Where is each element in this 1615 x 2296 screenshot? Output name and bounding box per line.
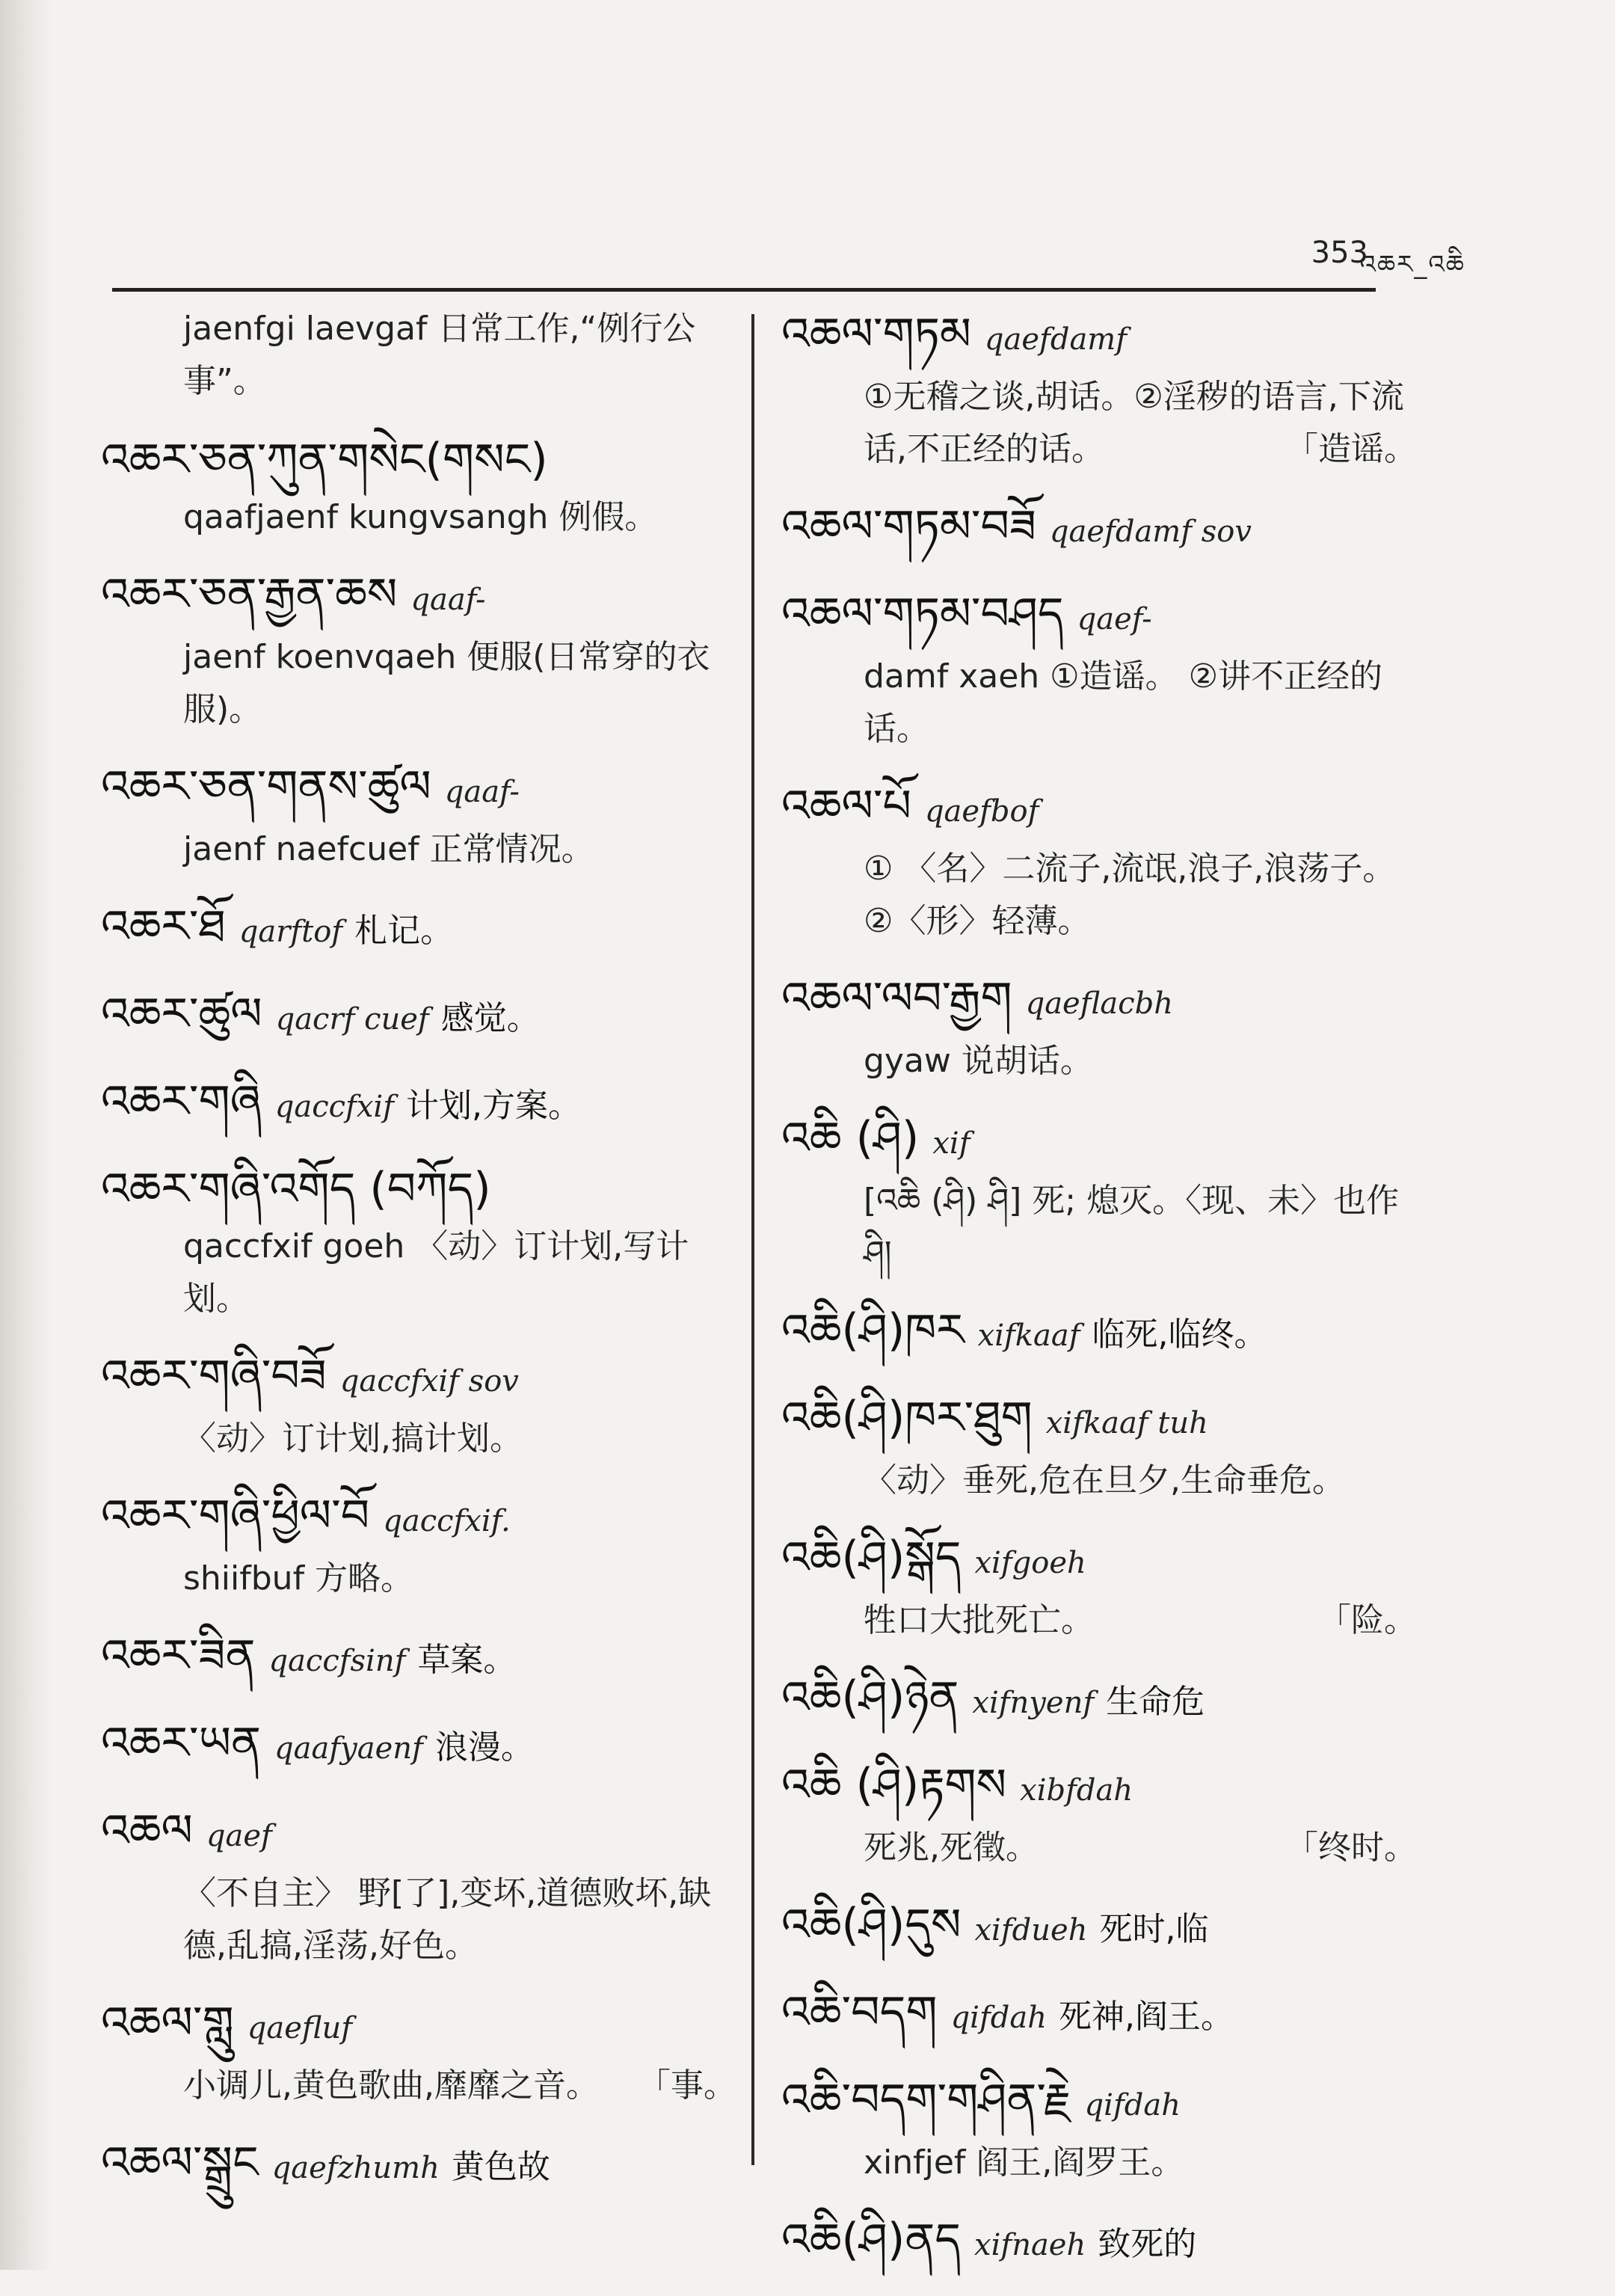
entry-headword: འཆལ་སྒྲུང qaefzhumh 黄色故: [101, 2137, 550, 2189]
dictionary-entry: [781, 775, 1417, 948]
dictionary-entry: [781, 1107, 1417, 1280]
entry-definition: 致死的: [1098, 2225, 1197, 2263]
entry-definition: 〈动〉订计划,搞计划。: [183, 1419, 523, 1458]
dictionary-entry: [101, 563, 736, 736]
entry-definition: 小调儿,黄色歌曲,靡靡之音。 「事。: [183, 2060, 736, 2112]
entry-definition: damf xaeh ①造谣。 ②讲不正经的话。: [864, 657, 1383, 748]
entry-headword: འཆལ་གླུ qaefluf: [101, 1997, 353, 2049]
entry-romanization: xifkaaf tuh: [1045, 1406, 1208, 1440]
left-column: [101, 303, 736, 2219]
entry-definition: 牲口大批死亡。 「险。: [864, 1594, 1417, 1647]
entry-definition: qaafjaenf kungvsangh 例假。: [183, 498, 658, 536]
entry-romanization: qaafyaenf: [274, 1731, 423, 1766]
entry-romanization: qaef: [206, 1819, 272, 1853]
entry-definition: 〈动〉垂死,危在旦夕,生命垂危。: [864, 1461, 1345, 1500]
entry-headword: འཆར་གཞི་འགོད (བཀོད): [101, 1163, 491, 1215]
entry-headword: འཆར་ཡན qaafyaenf 浪漫。: [101, 1717, 534, 1769]
entry-definition: 计划,方案。: [405, 1087, 581, 1125]
entry-headword: འཆལ་ལབ་རྒྱག qaeflacbh: [781, 972, 1174, 1025]
continuation-note: 「造谣。: [1285, 430, 1417, 468]
scan-edge: [0, 0, 52, 2270]
dictionary-entry: [781, 1981, 1417, 2049]
dictionary-entry: [101, 1485, 736, 1605]
header-rule: [112, 288, 1376, 292]
dictionary-entry: [781, 303, 1417, 476]
entry-romanization: qaeflacbh: [1025, 986, 1174, 1021]
entry-definition: gyaw 说胡话。: [864, 1042, 1093, 1080]
entry-headword: འཆར་ཅན་ཀུན་གསེང(གསང): [101, 434, 548, 486]
entry-headword: འཆར་གཞི་ཕྱིལ་བོ qaccfxif.: [101, 1490, 511, 1542]
dictionary-entry: [781, 1894, 1417, 1962]
entry-romanization: qaaf-: [444, 775, 520, 809]
entry-headword: འཆལ་གཏམ qaefdamf: [781, 308, 1128, 360]
dictionary-entry: [781, 1666, 1417, 1734]
entry-headword: འཆི (ཤི) xif: [781, 1112, 970, 1164]
page-header: [112, 224, 1376, 292]
entry-romanization: xifnaeh: [974, 2228, 1086, 2262]
entry-definition: 死时,临: [1099, 1910, 1209, 1948]
dictionary-entry: [101, 983, 736, 1051]
guide-words: འཆར_འཆི: [1359, 250, 1465, 280]
entry-romanization: qaefdamf sov: [1049, 515, 1252, 549]
entry-headword: འཆལ་པོ qaefbof: [781, 780, 1039, 832]
entry-romanization: qaef-: [1077, 602, 1152, 636]
entry-romanization: xibfdah: [1020, 1773, 1133, 1808]
entry-headword: འཆར་ཅན་རྒྱན་ཆས qaaf-: [101, 568, 486, 621]
entry-romanization: qaefluf: [247, 2011, 353, 2045]
dictionary-entry: [101, 1799, 736, 1972]
dictionary-entry: [101, 755, 736, 876]
entry-romanization: qaaf-: [410, 583, 486, 617]
entry-headword: འཆི་བདག qifdah 死神,阎王。: [781, 1986, 1234, 2039]
entry-headword: འཆི(ཤི)ཁར་ཐུག xifkaaf tuh: [781, 1392, 1208, 1444]
dictionary-entry: [781, 1754, 1417, 1874]
dictionary-entry: [101, 429, 736, 544]
entry-definition: 札记。: [354, 912, 454, 950]
entry-romanization: qaccfxif sov: [339, 1364, 519, 1399]
dictionary-entry: [781, 583, 1417, 755]
page-number: 353: [1311, 236, 1368, 270]
entry-romanization: xifkaaf: [977, 1319, 1080, 1353]
dictionary-entry: [101, 1992, 736, 2112]
entry-romanization: qacrf cuef: [275, 1002, 429, 1037]
entry-headword: འཆར་གཞི qaccfxif 计划,方案。: [101, 1075, 581, 1128]
dictionary-entry: [101, 1070, 736, 1138]
entry-definition: shiifbuf 方略。: [183, 1559, 414, 1597]
entry-romanization: qifdah: [1084, 2088, 1181, 2122]
entry-definition: jaenf naefcuef 正常情况。: [183, 830, 594, 868]
dictionary-entry: [101, 1158, 736, 1325]
entry-definition: qaccfxif goeh 〈动〉订计划,写计划。: [183, 1227, 689, 1318]
dictionary-entry: [781, 1299, 1417, 1367]
continuation-text: jaenfgi laevgaf 日常工作,“例行公事”。: [183, 310, 696, 400]
entry-definition: ① 〈名〉二流子,流氓,浪子,浪荡子。②〈形〉轻薄。: [864, 850, 1396, 940]
entry-romanization: xifdueh: [974, 1913, 1088, 1947]
entry-headword: འཆར་ཐོ qarftof 札记。: [101, 900, 454, 953]
dictionary-entry: [101, 2131, 736, 2200]
continuation-note: 「终时。: [1285, 1829, 1417, 1867]
entry-romanization: xifnyenf: [972, 1686, 1095, 1720]
entry-definition: [འཆི (ཤི) ཤི] 死; 熄灭。〈现、未〉也作 ཤི།: [864, 1182, 1400, 1272]
entry-definition: ①无稽之谈,胡话。②淫秽的语言,下流话,不正经的话。 「造谣。: [864, 371, 1417, 476]
dictionary-entry: [781, 2069, 1417, 2189]
dictionary-entry: [781, 495, 1417, 563]
entry-headword: འཆལ་གཏམ་བཤད qaef-: [781, 588, 1152, 640]
entry-headword: འཆར་ཚུལ qacrf cuef 感觉。: [101, 988, 540, 1040]
continuation-note: 「险。: [1318, 1601, 1417, 1639]
continuation-note: 「事。: [638, 2066, 736, 2105]
entry-definition: jaenf koenvqaeh 便服(日常穿的衣服)。: [183, 638, 710, 728]
dictionary-entry: [781, 1387, 1417, 1507]
entry-romanization: qaefbof: [924, 794, 1039, 829]
dictionary-entry: [101, 895, 736, 963]
entry-romanization: qaccfxif: [274, 1090, 394, 1124]
entry-headword: འཆི(ཤི)ཁར xifkaaf 临死,临终。: [781, 1304, 1267, 1357]
entry-definition: 死神,阎王。: [1058, 1998, 1234, 2036]
entry-headword: འཆར་གཞི་བཟོ qaccfxif sov: [101, 1350, 519, 1402]
dictionary-entry: [101, 1624, 736, 1692]
entry-romanization: xifgoeh: [974, 1546, 1086, 1580]
entry-headword: འཆི་བདག་གཤིན་རྗེ qifdah: [781, 2074, 1181, 2126]
entry-headword: འཆར་ཅན་གནས་ཚུལ qaaf-: [101, 761, 520, 813]
entry-headword: འཆར་ཟིན qaccfsinf 草案。: [101, 1630, 517, 1682]
entry-romanization: qaefdamf: [984, 322, 1128, 357]
entry-definition: 感觉。: [440, 999, 540, 1037]
dictionary-entry: [781, 1526, 1417, 1647]
column-divider: [751, 314, 754, 2165]
entry-romanization: qaefzhumh: [271, 2151, 440, 2185]
entry-definition: 死兆,死徵。 「终时。: [864, 1822, 1417, 1874]
right-column: [781, 303, 1417, 2296]
entry-definition: 生命危: [1106, 1683, 1205, 1721]
entry-definition: 黄色故: [451, 2148, 550, 2186]
entry-definition: 〈不自主〉 野[了],变坏,道德败坏,缺德,乱搞,淫荡,好色。: [183, 1874, 712, 1965]
entry-definition: 临死,临终。: [1092, 1316, 1267, 1354]
entry-romanization: qaccfxif.: [383, 1504, 511, 1538]
dictionary-entry: [781, 2208, 1417, 2277]
entry-headword: འཆི(ཤི)སྒོད xifgoeh: [781, 1532, 1086, 1584]
entry-romanization: xif: [932, 1126, 970, 1161]
entry-headword: འཆི(ཤི)ཉེན xifnyenf 生命危: [781, 1672, 1205, 1724]
entry-headword: འཆལ་གཏམ་བཟོ qaefdamf sov: [781, 500, 1252, 553]
entry-definition: xinfjef 阎王,阎罗王。: [864, 2143, 1184, 2182]
entry-romanization: qaccfsinf: [268, 1644, 406, 1678]
dictionary-entry: [101, 1345, 736, 1465]
entry-headword: འཆི(ཤི)ནད xifnaeh 致死的: [781, 2214, 1197, 2266]
entry-definition: 浪漫。: [434, 1728, 534, 1766]
dictionary-entry: [101, 1712, 736, 1780]
entry-headword: འཆི(ཤི)དུས xifdueh 死时,临: [781, 1899, 1209, 1951]
entry-romanization: qifdah: [950, 2001, 1047, 2035]
entry-romanization: qarftof: [239, 915, 343, 949]
entry-definition: 草案。: [417, 1641, 517, 1679]
dictionary-entry: [781, 967, 1417, 1087]
entry-headword: འཆལ qaef: [101, 1805, 272, 1857]
entry-headword: འཆི (ཤི)རྟགས xibfdah: [781, 1759, 1133, 1811]
